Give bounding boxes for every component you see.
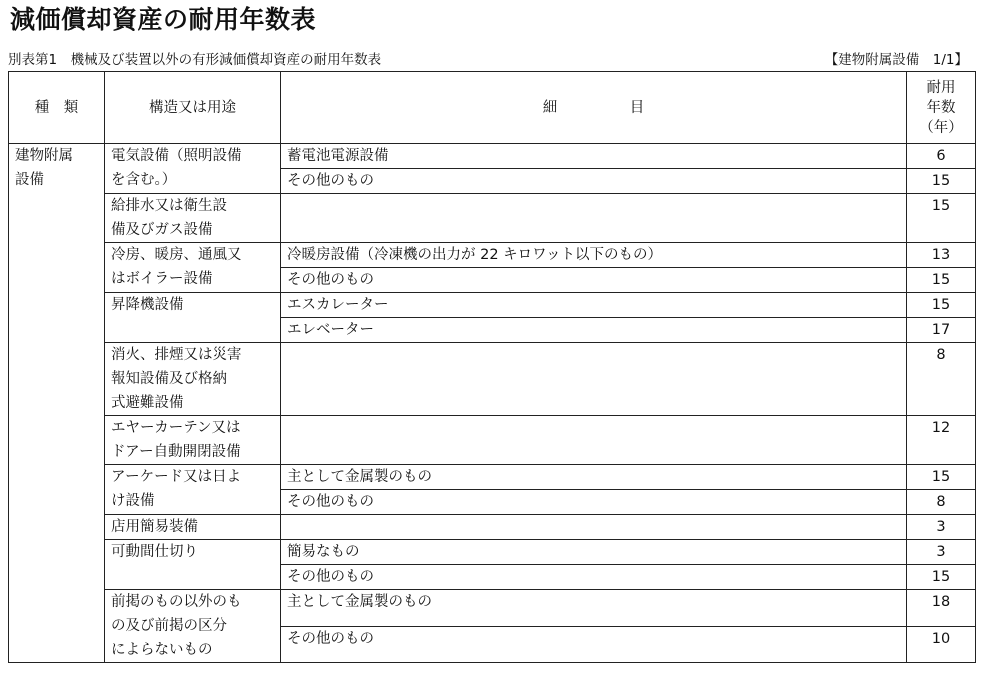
document-title: 減価償却資産の耐用年数表 <box>10 5 317 34</box>
detail-cell: 冷暖房設備（冷凍機の出力が 22 キロワット以下のもの） <box>281 243 907 268</box>
years-cell: 8 <box>907 490 976 515</box>
table-row <box>9 590 976 627</box>
section-tag: 【建物附属設備 1/1】 <box>824 52 968 68</box>
header-row <box>9 72 976 144</box>
use-cell: 可動間仕切り <box>105 540 281 590</box>
years-cell: 15 <box>907 465 976 490</box>
years-cell: 15 <box>907 565 976 590</box>
years-cell: 3 <box>907 540 976 565</box>
table-row <box>9 243 976 268</box>
detail-cell <box>281 343 907 416</box>
use-cell: 給排水又は衛生設 備及びガス設備 <box>105 194 281 243</box>
table-body <box>9 144 976 663</box>
years-cell: 8 <box>907 343 976 416</box>
table-row <box>9 416 976 465</box>
use-cell: エヤーカーテン又は ドアー自動開閉設備 <box>105 416 281 465</box>
detail-cell: エレベーター <box>281 318 907 343</box>
years-cell: 3 <box>907 515 976 540</box>
detail-cell: その他のもの <box>281 565 907 590</box>
table-row <box>9 540 976 565</box>
header-use: 構造又は用途 <box>105 72 281 144</box>
use-cell: アーケード又は日よ け設備 <box>105 465 281 515</box>
use-cell: 昇降機設備 <box>105 293 281 343</box>
years-cell: 15 <box>907 268 976 293</box>
years-cell: 15 <box>907 169 976 194</box>
detail-cell: 主として金属製のもの <box>281 465 907 490</box>
table-row <box>9 343 976 416</box>
detail-cell: エスカレーター <box>281 293 907 318</box>
detail-cell <box>281 194 907 243</box>
table-row <box>9 515 976 540</box>
detail-cell: その他のもの <box>281 169 907 194</box>
detail-cell: 蓄電池電源設備 <box>281 144 907 169</box>
header-detail: 細 目 <box>281 72 907 144</box>
detail-cell <box>281 416 907 465</box>
detail-cell: その他のもの <box>281 268 907 293</box>
years-cell: 17 <box>907 318 976 343</box>
use-cell: 電気設備（照明設備 を含む。） <box>105 144 281 194</box>
table-row <box>9 293 976 318</box>
table-row <box>9 144 976 169</box>
years-cell: 15 <box>907 194 976 243</box>
useful-life-table <box>8 71 976 663</box>
years-cell: 10 <box>907 626 976 663</box>
use-cell: 冷房、暖房、通風又 はボイラー設備 <box>105 243 281 293</box>
use-cell: 店用簡易装備 <box>105 515 281 540</box>
use-cell: 消火、排煙又は災害 報知設備及び格納 式避難設備 <box>105 343 281 416</box>
detail-cell: 主として金属製のもの <box>281 590 907 627</box>
detail-cell: 簡易なもの <box>281 540 907 565</box>
detail-cell: その他のもの <box>281 626 907 663</box>
years-cell: 12 <box>907 416 976 465</box>
table-row <box>9 194 976 243</box>
header-kind: 種 類 <box>9 72 105 144</box>
years-cell: 15 <box>907 293 976 318</box>
category-cell: 建物附属 設備 <box>9 144 105 663</box>
detail-cell <box>281 515 907 540</box>
years-cell: 6 <box>907 144 976 169</box>
years-cell: 13 <box>907 243 976 268</box>
years-cell: 18 <box>907 590 976 627</box>
use-cell: 前掲のもの以外のも の及び前掲の区分 によらないもの <box>105 590 281 663</box>
table-subtitle: 別表第1 機械及び装置以外の有形減価償却資産の耐用年数表 <box>8 52 382 68</box>
header-years: 耐用 年数 （年） <box>907 72 976 144</box>
detail-cell: その他のもの <box>281 490 907 515</box>
table-row <box>9 465 976 490</box>
